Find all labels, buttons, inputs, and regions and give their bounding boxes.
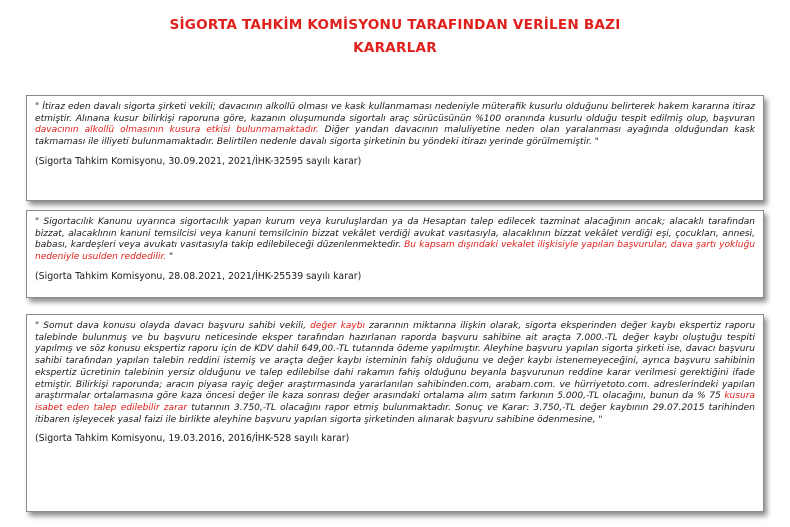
decision-card-3	[26, 314, 764, 512]
page-title-line2: KARARLAR	[353, 40, 437, 56]
decision-citation: (Sigorta Tahkim Komisyonu, 28.08.2021, 2021/İHK-25539 sayılı karar)	[35, 270, 362, 282]
decision-text-part: " İtiraz eden davalı sigorta şirketi vekili; davacının alkollü olması ve kask kullanmaması nedeniyle müterafik kusurlu olduğunu belirterek hakem kararına itiraz etmiştir. Alınana kusur bilirkişi raporuna göre, kazanın oluşumunda sigortalı araç sürücüsünün %100 oranında kusurlu olduğu tespit edilmiş olup, başvuran	[35, 102, 755, 124]
decision-text-part: tutarının 3.750,-TL olacağını rapor etmiş bulunmaktadır. Sonuç ve Karar: 3.750,-TL değer kaybının 29.07.2015 tarihinden itibaren işleyecek yasal faizi ile birlikte aleyhine başvuru yapılan sigorta şirketinden alınarak başvuru sahibine ödenmesine, "	[35, 402, 755, 425]
decision-citation: (Sigorta Tahkim Komisyonu, 30.09.2021, 2021/İHK-32595 sayılı karar)	[35, 155, 362, 167]
decision-text	[35, 217, 755, 264]
decision-text-part: " Somut dava konusu olayda davacı başvuru sahibi vekili,	[35, 321, 311, 331]
page-title-line1: SİGORTA TAHKİM KOMİSYONU TARAFINDAN VERİLEN BAZI	[169, 17, 621, 33]
decision-text	[35, 102, 755, 149]
decision-text-part: Diğer yandan davacının maluliyetine neden olan yaralanması ayağında olduğundan kask takmaması ile illiyeti bulunmamaktadır. Belirtilen nedenle davalı sigorta şirketinin bu yöndeki itirazı yerinde görülmemiştir. "	[35, 125, 755, 148]
decision-text-part: "	[166, 252, 174, 263]
decision-text	[35, 321, 755, 426]
decision-highlight: kusura isabet eden talep edilebilir zarar	[35, 391, 755, 413]
decision-text-part: zararının miktarına ilişkin olarak, sigorta eksperinden değer kaybı ekspertiz raporu talebinde bulunmuş ve bu başvuru neticesinde eksper tarafından hazırlanan raporda başvuru sahibine ait araçta 7.000.-TL değer kaybı oluştuğu tespiti yapılmış ve söz konusu ekspertiz raporu için de KDV dahil 649,00.-TL tutarında ödeme yapılmıştır. Aleyhine başvuru yapılan sigorta şirketi ise, davacı başvuru sahibi tarafından yapılan talebin reddini istemiş ve araçta değer kaybı isteminin fahiş olduğunu ve değer kaybı istenemeyeceğini, ayrıca başvuru sahibinin ekspertiz ücretinin talebinin yersiz olduğunu ve talep edilebilse dahi rakamın fahiş olduğunu beyanla başvurunun reddine karar verilmesi gerektiğini ifade etmiştir. Bilirkişi raporunda; aracın piyasa rayiç değer araştırmasında yararlanılan sahibinden.com, arabam.com. ve hürriyetoto.com. adreslerindeki yapılan araştırmalar ortalamasına göre kaza öncesi değer ile kaza sonrası değer arasındaki ortalama alım satım farkının 5.000,-TL olacağını, bunun da % 75	[35, 321, 755, 402]
decision-card-1	[26, 95, 764, 201]
decision-citation: (Sigorta Tahkim Komisyonu, 19.03.2016, 2016/İHK-528 sayılı karar)	[35, 433, 350, 445]
decision-highlight: değer kaybı	[310, 321, 366, 331]
decision-highlight: Bu kapsam dışındaki vekalet ilişkisiyle yapılan başvurular, dava şartı yokluğu nedeniyle usulden reddedilir.	[35, 240, 755, 263]
page-title	[0, 14, 790, 60]
decision-card-2	[26, 210, 764, 298]
decision-text-part: " Sigortacılık Kanunu uyarınca sigortacılık yapan kurum veya kuruluşlardan ya da Hesaptan talep edilecek tazminat alacağının ancak; alacaklı tarafından bizzat, alacaklının kanuni temsilcisi veya kanuni temsilcinin bizzat vekâlet verdiği avukat vasıtasıyla, alacaklının bizzat vekâlet verdiği eşi, çocukları, annesi, babası, kardeşleri veya avukatı vasıtasıyla takip edilebileceği düzenlenmektedir.	[35, 217, 755, 251]
decision-highlight: davacının alkollü olmasının kusura etkisi bulunmamaktadır.	[35, 125, 319, 136]
